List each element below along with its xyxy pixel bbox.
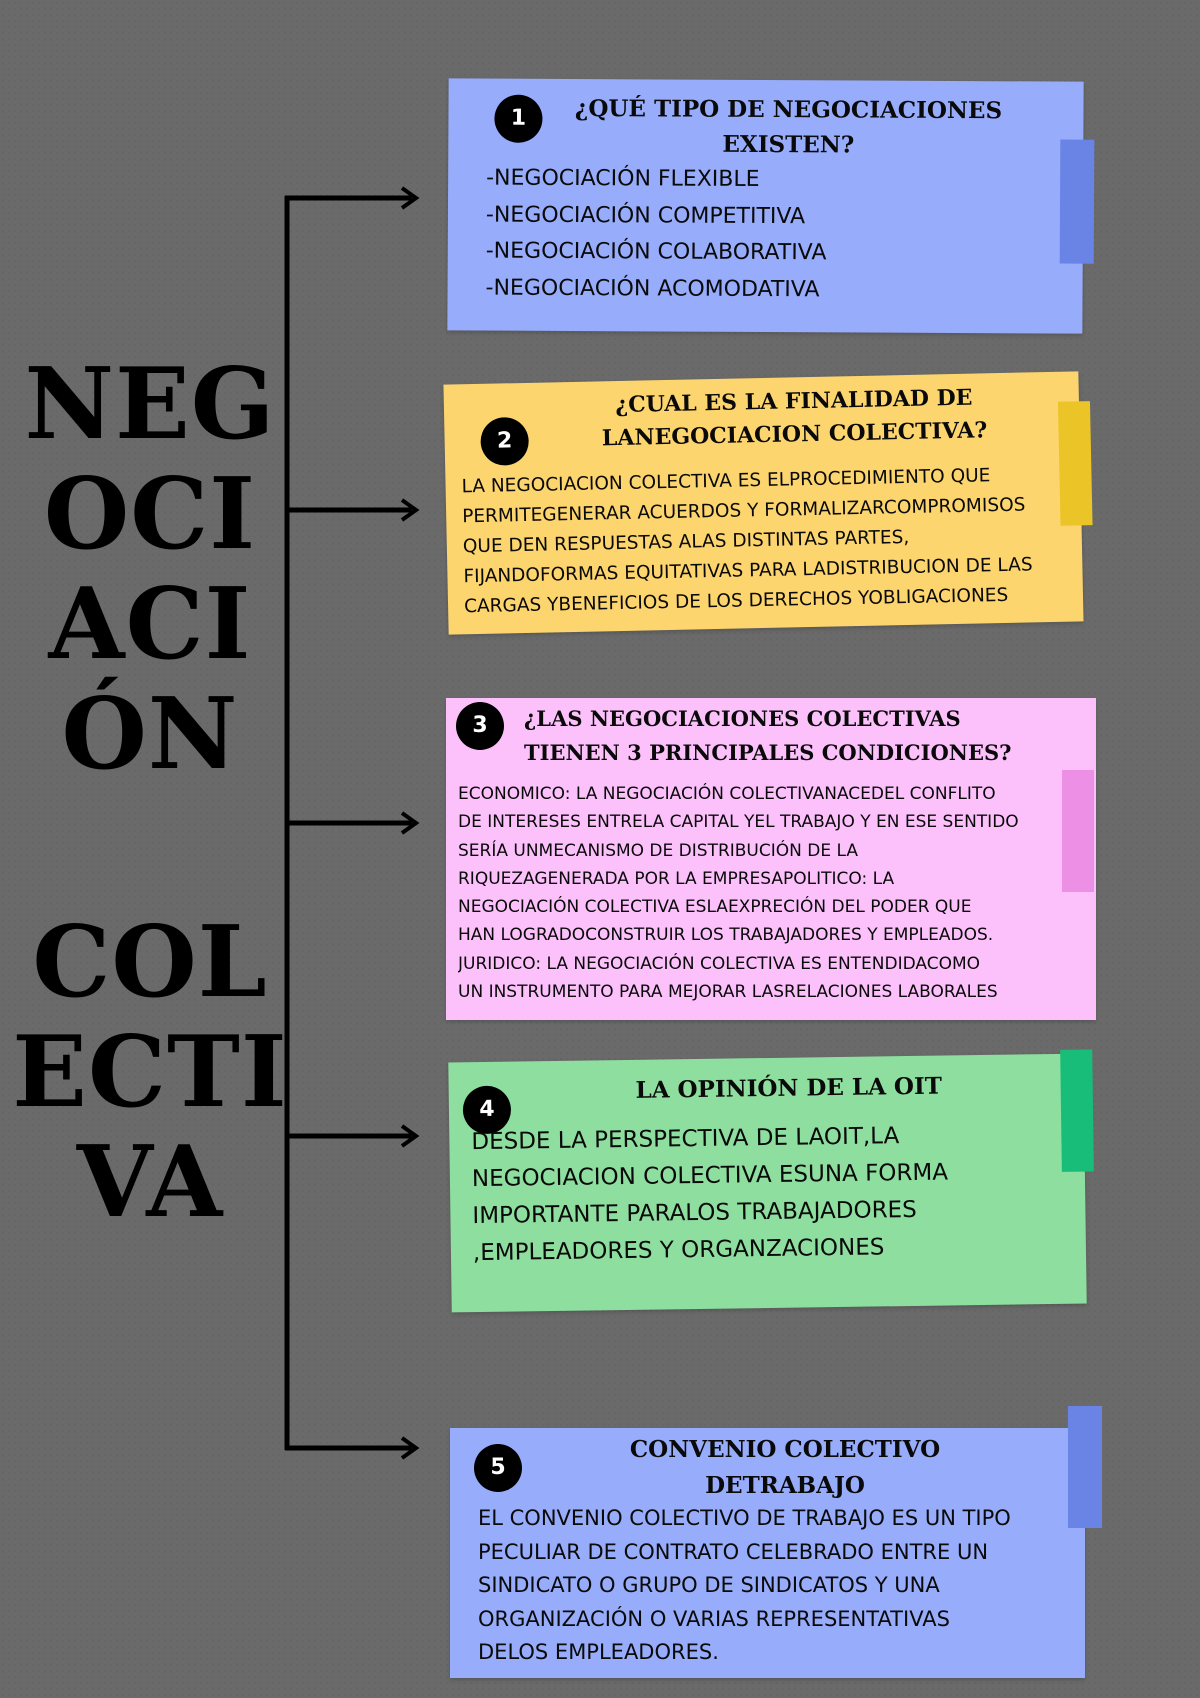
body-line: ,EMPLEADORES Y ORGANZACIONES bbox=[472, 1234, 885, 1267]
card-title: CONVENIO COLECTIVO DETRABAJO bbox=[629, 1436, 941, 1499]
body-line: EL CONVENIO COLECTIVO DE TRABAJO ES UN TIPO bbox=[478, 1506, 1011, 1530]
body-line: JURIDICO: LA NEGOCIACIÓN COLECTIVA ES ENTENDIDACOMO bbox=[458, 953, 981, 974]
card-1 bbox=[447, 78, 1083, 333]
connector-branch-5 bbox=[285, 1438, 416, 1458]
body-line: CARGAS YBENEFICIOS DE LOS DERECHOS YOBLIGACIONES bbox=[463, 584, 1009, 618]
tape-tab bbox=[1060, 1049, 1094, 1171]
body-line: PECULIAR DE CONTRATO CELEBRADO ENTRE UN bbox=[478, 1539, 989, 1564]
connector-branch-2 bbox=[287, 500, 416, 520]
card-3 bbox=[446, 698, 1096, 1020]
number-badge: 3 bbox=[456, 702, 504, 750]
body-line: UN INSTRUMENTO PARA MEJORAR LASRELACIONES LABORALES bbox=[458, 982, 998, 1003]
number-badge: 4 bbox=[463, 1086, 512, 1135]
body-line: -NEGOCIACIÓN COLABORATIVA bbox=[485, 238, 827, 266]
connector-branch-1 bbox=[285, 188, 416, 208]
tape-tab bbox=[1058, 401, 1093, 526]
card-body bbox=[471, 1117, 949, 1272]
title-line: ÓN bbox=[61, 677, 239, 792]
card-title: ¿LAS NEGOCIACIONES COLECTIVAS TIENEN 3 PRINCIPALES CONDICIONES? bbox=[524, 706, 1012, 765]
body-line: SINDICATO O GRUPO DE SINDICATOS Y UNA bbox=[478, 1573, 940, 1597]
body-line: DELOS EMPLEADORES. bbox=[478, 1640, 719, 1664]
card-4 bbox=[448, 1054, 1086, 1313]
title-line: VA bbox=[76, 1125, 224, 1240]
card-body bbox=[478, 1502, 1011, 1670]
body-line: QUE DEN RESPUESTAS ALAS DISTINTAS PARTES, bbox=[462, 526, 910, 558]
number-badge: 2 bbox=[480, 417, 529, 466]
body-line: -NEGOCIACIÓN COMPETITIVA bbox=[485, 202, 806, 229]
body-line: -NEGOCIACIÓN FLEXIBLE bbox=[486, 165, 760, 192]
card-body bbox=[485, 161, 826, 309]
body-line: NEGOCIACION COLECTIVA ESUNA FORMA bbox=[471, 1159, 949, 1193]
connector-branch-3 bbox=[287, 813, 416, 833]
title-line: ECTI bbox=[12, 1015, 288, 1130]
body-line: SERÍA UNMECANISMO DE DISTRIBUCIÓN DE LA bbox=[458, 840, 858, 861]
connector-branch-4 bbox=[287, 1126, 416, 1146]
card-title: ¿CUAL ES LA FINALIDAD DE LANEGOCIACION COLECTIVA? bbox=[601, 384, 988, 452]
card-title: LA OPINIÓN DE LA OIT bbox=[635, 1072, 943, 1104]
body-line: RIQUEZAGENERADA POR LA EMPRESAPOLITICO: LA bbox=[458, 868, 895, 889]
title-line: NEG bbox=[24, 347, 276, 462]
body-line: -NEGOCIACIÓN ACOMODATIVA bbox=[485, 275, 820, 302]
number-badge: 1 bbox=[494, 95, 542, 143]
body-line: HAN LOGRADOCONSTRUIR LOS TRABAJADORES Y EMPLEADOS. bbox=[458, 925, 994, 946]
body-line: ORGANIZACIÓN O VARIAS REPRESENTATIVAS bbox=[478, 1606, 950, 1631]
title-line: ACI bbox=[48, 567, 252, 682]
tape-tab bbox=[1060, 140, 1095, 264]
body-line: DE INTERESES ENTRELA CAPITAL YEL TRABAJO Y EN ESE SENTIDO bbox=[458, 812, 1019, 833]
body-line: PERMITEGENERAR ACUERDOS Y FORMALIZARCOMPROMISOS bbox=[462, 494, 1026, 528]
card-2 bbox=[443, 371, 1083, 634]
tape-tab bbox=[1068, 1406, 1102, 1528]
card-5 bbox=[450, 1428, 1085, 1678]
title-line: COL bbox=[32, 905, 268, 1020]
body-line: DESDE LA PERSPECTIVA DE LAOIT,LA bbox=[471, 1123, 900, 1156]
body-line: FIJANDOFORMAS EQUITATIVAS PARA LADISTRIBUCION DE LAS bbox=[463, 554, 1033, 588]
body-line: LA NEGOCIACION COLECTIVA ES ELPROCEDIMIENTO QUE bbox=[461, 465, 991, 498]
body-line: IMPORTANTE PARALOS TRABAJADORES bbox=[472, 1196, 917, 1230]
card-title: ¿QUÉ TIPO DE NEGOCIACIONES EXISTEN? bbox=[574, 95, 1003, 159]
title-line: OCI bbox=[43, 457, 257, 572]
number-badge: 5 bbox=[474, 1444, 522, 1492]
card-body bbox=[458, 780, 1078, 1006]
body-line: NEGOCIACIÓN COLECTIVA ESLAEXPRECIÓN DEL PODER QUE bbox=[458, 897, 972, 918]
card-body bbox=[461, 460, 1033, 622]
body-line: ECONOMICO: LA NEGOCIACIÓN COLECTIVANACEDEL CONFLITO bbox=[458, 784, 996, 804]
